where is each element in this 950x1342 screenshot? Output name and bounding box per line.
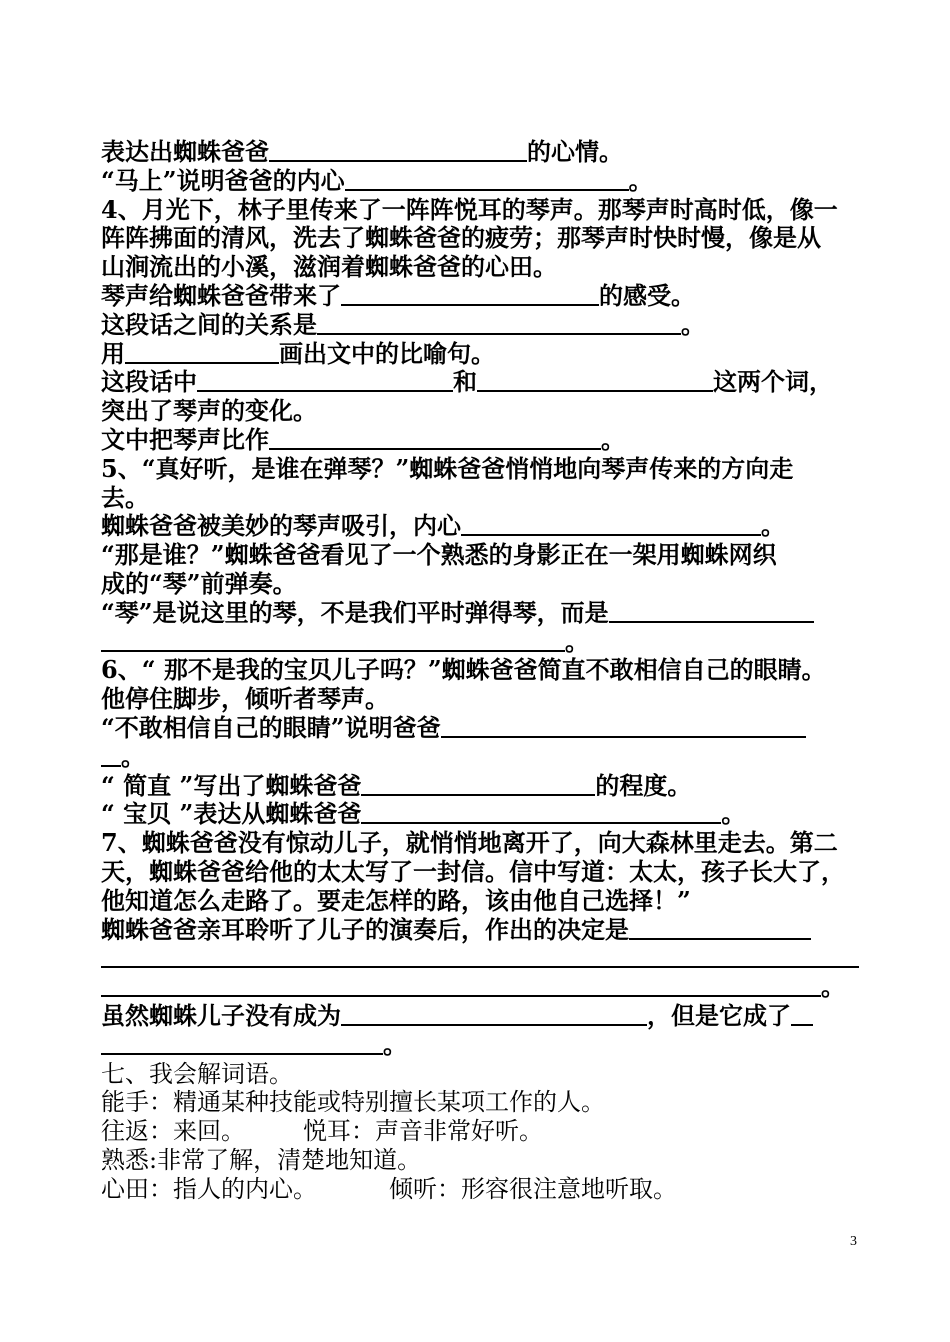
line-19: 6、“ 那不是我的宝贝儿子吗？”蜘蛛爸爸简直不敢相信自己的眼睛。: [101, 655, 826, 685]
definition-line-4: [101, 1175, 866, 1204]
line-25: 7、蜘蛛爸爸没有惊动儿子，就悄悄地离开了，向大森林里走去。第二: [101, 828, 838, 858]
page-number: 3: [850, 1234, 857, 1249]
text: 。: [601, 424, 625, 454]
line-8: [101, 340, 866, 369]
line-20: 他停住脚步，倾听者琴声。: [101, 684, 389, 714]
text: 。: [121, 741, 145, 771]
line-12: 5、“真好听，是谁在弹琴？”蜘蛛爸爸悄悄地向琴声传来的方向走: [101, 453, 794, 483]
line-1: [101, 138, 866, 167]
line-28: [101, 916, 866, 945]
answer-blank[interactable]: [461, 512, 761, 536]
text: 用: [101, 338, 125, 368]
text: 画出文中的比喻句。: [279, 338, 495, 368]
text: “ 简直 ”写出了蜘蛛爸爸: [101, 770, 362, 800]
answer-blank[interactable]: [361, 800, 721, 824]
worksheet-page: [101, 138, 866, 1203]
line-26: 天，蜘蛛爸爸给他的太太写了一封信。信中写道：太太，孩子长大了，: [101, 856, 845, 886]
line-14: [101, 512, 866, 541]
text: 。: [721, 799, 746, 829]
text: 的心情。: [527, 137, 623, 166]
answer-blank[interactable]: [269, 426, 601, 450]
line-17: [101, 599, 866, 628]
text: 。: [821, 972, 845, 1002]
answer-blank[interactable]: [791, 1002, 813, 1026]
line-13: 去。: [101, 482, 149, 512]
line-7: [101, 311, 866, 340]
answer-blank[interactable]: [101, 1031, 383, 1055]
answer-blank[interactable]: [125, 340, 279, 364]
text: 文中把琴声比作: [101, 424, 269, 454]
text: ，但是它成了: [647, 1000, 791, 1030]
answer-blank[interactable]: [341, 282, 599, 306]
text: 悦耳：声音非常好听。: [303, 1117, 543, 1146]
text: 。: [628, 165, 653, 195]
text: 往返：来回。: [101, 1117, 245, 1146]
text: 表达出蜘蛛爸爸: [101, 137, 269, 166]
answer-blank[interactable]: [101, 628, 565, 652]
text: 的程度。: [595, 770, 692, 800]
answer-blank[interactable]: [629, 916, 811, 940]
line-10: 突出了琴声的变化。: [101, 396, 317, 426]
text: 的感受。: [599, 280, 695, 310]
answer-blank[interactable]: [341, 1002, 647, 1026]
answer-blank[interactable]: [609, 599, 814, 623]
answer-blank[interactable]: [345, 167, 629, 191]
text: 蜘蛛爸爸被美妙的琴声吸引，内心: [101, 511, 461, 541]
text: 虽然蜘蛛儿子没有成为: [101, 1000, 341, 1030]
line-9: [101, 368, 866, 397]
line-23: [101, 772, 866, 801]
text: 心田：指人的内心。: [101, 1174, 317, 1203]
answer-blank[interactable]: [101, 944, 859, 968]
line-24: [101, 800, 866, 829]
answer-blank[interactable]: [197, 368, 453, 392]
text: 。: [565, 626, 589, 656]
text: 倾听：形容很注意地听取。: [389, 1174, 677, 1203]
line-2: [101, 167, 866, 196]
answer-blank[interactable]: [441, 714, 806, 738]
text: 这段话中: [101, 367, 197, 397]
section-heading: 七、我会解词语。: [101, 1059, 293, 1088]
answer-blank[interactable]: [317, 311, 681, 335]
line-22: [101, 743, 866, 772]
text: “琴”是说这里的琴，不是我们平时弹得琴，而是: [101, 597, 609, 627]
text: 。: [681, 309, 705, 339]
definition-line-3: 熟悉:非常了解，清楚地知道。: [101, 1145, 422, 1174]
text: 和: [453, 367, 477, 397]
line-32: [101, 1031, 866, 1060]
line-6: [101, 282, 866, 311]
text: 琴声给蜘蛛爸爸带来了: [101, 280, 341, 310]
line-27: 他知道怎么走路了。要走怎样的路，该由他自己选择！”: [101, 885, 691, 915]
definition-line-1: 能手：精通某种技能或特别擅长某项工作的人。: [101, 1088, 605, 1117]
text: 这段话之间的关系是: [101, 309, 317, 339]
line-11: [101, 426, 866, 455]
answer-blank[interactable]: [101, 743, 121, 767]
line-21: [101, 714, 866, 743]
line-16: 成的“琴”前弹奏。: [101, 568, 297, 598]
definition-line-2: [101, 1117, 866, 1146]
line-30: [101, 973, 866, 1002]
text: 这两个词，: [713, 367, 833, 397]
text: 。: [383, 1029, 407, 1059]
line-15: “那是谁？”蜘蛛爸爸看见了一个熟悉的身影正在一架用蜘蛛网织: [101, 540, 777, 570]
line-5: 山涧流出的小溪，滋润着蜘蛛爸爸的心田。: [101, 252, 557, 282]
text: 蜘蛛爸爸亲耳聆听了儿子的演奏后，作出的决定是: [101, 914, 629, 944]
text: “不敢相信自己的眼睛”说明爸爸: [101, 712, 441, 742]
line-3: 4、月光下，林子里传来了一阵阵悦耳的琴声。那琴声时高时低，像一: [101, 194, 838, 224]
answer-blank[interactable]: [269, 138, 527, 162]
answer-blank[interactable]: [361, 772, 595, 796]
answer-blank[interactable]: [101, 973, 821, 997]
line-4: 阵阵拂面的清风，洗去了蜘蛛爸爸的疲劳；那琴声时快时慢，像是从: [101, 223, 821, 253]
line-31: [101, 1002, 866, 1031]
answer-blank[interactable]: [477, 368, 713, 392]
line-18: [101, 628, 866, 657]
text: “马上”说明爸爸的内心: [101, 165, 345, 195]
line-29: [101, 944, 866, 973]
text: “ 宝贝 ”表达从蜘蛛爸爸: [101, 799, 362, 829]
text: 。: [761, 511, 785, 541]
